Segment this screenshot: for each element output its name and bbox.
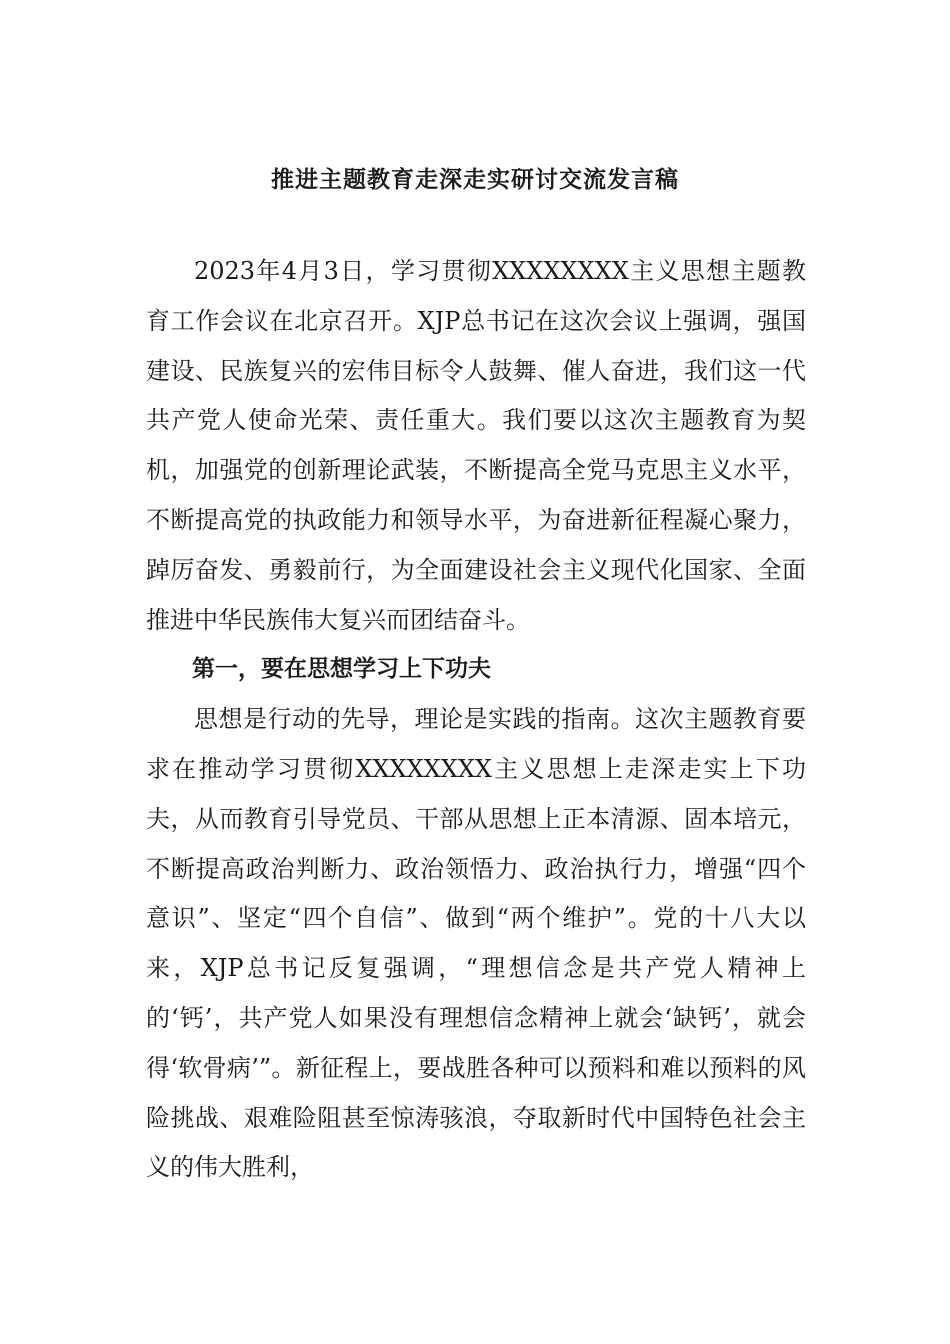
document-body [146, 247, 806, 1193]
document-title: 推进主题教育走深走实研讨交流发言稿 [271, 167, 679, 193]
section-heading-1: 第一，要在思想学习上下功夫 [192, 656, 491, 683]
paragraph-intro: 2023年4月3日，学习贯彻XXXXXXXX主义思想主题教育工作会议在北京召开。XJP总书记在这次会议上强调，强国建设、民族复兴的宏伟目标令人鼓舞、催人奋进，我们这一代共产党人使命光荣、责任重大。我们要以这次主题教育为契机，加强党的创新理论武装，不断提高全党马克思主义水平，不断提高党的执政能力和领导水平，为奋进新征程凝心聚力，踔厉奋发、勇毅前行，为全面建设社会主义现代化国家、全面推进中华民族伟大复兴而团结奋斗。 [146, 257, 806, 634]
paragraph-section-1: 思想是行动的先导，理论是实践的指南。这次主题教育要求在推动学习贯彻XXXXXXXX主义思想上走深走实上下功夫，从而教育引导党员、干部从思想上正本清源、固本培元，不断提高政治判断力、政治领悟力、政治执行力，增强“四个意识”、坚定“四个自信”、做到“两个维护”。党的十八大以来，XJP总书记反复强调，“理想信念是共产党人精神上的‘钙’，共产党人如果没有理想信念精神上就会‘缺钙’，就会得‘软骨病’”。新征程上，要战胜各种可以预料和难以预料的风险挑战、艰难险阻甚至惊涛骇浪，夺取新时代中国特色社会主义的伟大胜利， [146, 705, 806, 1182]
